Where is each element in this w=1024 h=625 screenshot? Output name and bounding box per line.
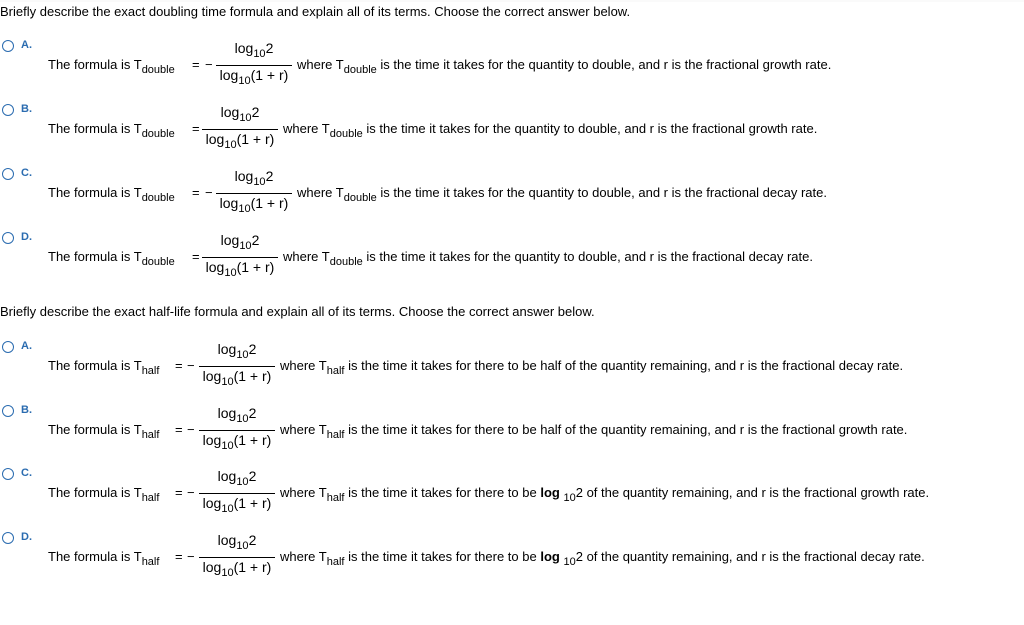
- term-explanation: where $T_{half}$ is the time it takes for there to be half of the quantity remaining, and r is the fractional decay rate.: [280, 358, 904, 377]
- formula-lead: The formula is $T_{half}$: [48, 422, 160, 441]
- q2-option-d[interactable]: [0, 532, 1024, 592]
- fraction-bar: [202, 257, 278, 258]
- equals-sign: =: [192, 185, 200, 200]
- numerator: $\log_{10}2$: [220, 104, 260, 124]
- numerator: $\log_{10}2$: [234, 168, 274, 188]
- denominator: $\log_{10}(1 + r)$: [202, 559, 272, 579]
- option-letter: C.: [21, 167, 32, 179]
- q1-option-a[interactable]: [0, 40, 1024, 100]
- q2-option-a[interactable]: [0, 341, 1024, 401]
- minus-sign: −: [205, 57, 213, 72]
- fraction-bar: [216, 65, 292, 66]
- option-letter: B.: [21, 404, 32, 416]
- q1-option-c[interactable]: [0, 168, 1024, 228]
- term-explanation: where $T_{half}$ is the time it takes for there to be half of the quantity remaining, and r is the fractional growth rate.: [280, 422, 908, 441]
- formula-lead: The formula is $T_{double}$: [48, 185, 175, 204]
- equals-sign: =: [175, 422, 183, 437]
- fraction-bar: [202, 129, 278, 130]
- minus-sign: −: [205, 185, 213, 200]
- radio-button[interactable]: [2, 341, 14, 353]
- term-explanation: where $T_{half}$ is the time it takes for there to be log $_{10}$2 of the quantity remaining, and r is the fractional decay rate.: [280, 549, 925, 568]
- numerator: $\log_{10}2$: [217, 341, 257, 361]
- formula-lead: The formula is $T_{double}$: [48, 249, 175, 268]
- q1-option-d[interactable]: [0, 232, 1024, 292]
- denominator: $\log_{10}(1 + r)$: [202, 368, 272, 388]
- numerator: $\log_{10}2$: [234, 40, 274, 60]
- denominator: $\log_{10}(1 + r)$: [219, 67, 289, 87]
- radio-button[interactable]: [2, 532, 14, 544]
- radio-button[interactable]: [2, 104, 14, 116]
- option-letter: A.: [21, 340, 32, 352]
- equals-sign: =: [192, 121, 200, 136]
- equals-sign: =: [192, 249, 200, 264]
- q2-option-b[interactable]: [0, 405, 1024, 465]
- term-explanation: where $T_{double}$ is the time it takes for the quantity to double, and r is the fractional decay rate.: [283, 249, 813, 268]
- radio-button[interactable]: [2, 405, 14, 417]
- minus-sign: −: [187, 422, 195, 437]
- formula-lead: The formula is $T_{double}$: [48, 57, 175, 76]
- fraction-bar: [199, 430, 275, 431]
- option-letter: C.: [21, 467, 32, 479]
- equals-sign: =: [175, 485, 183, 500]
- q1-option-b[interactable]: [0, 104, 1024, 164]
- radio-button[interactable]: [2, 40, 14, 52]
- denominator: $\log_{10}(1 + r)$: [205, 131, 275, 151]
- minus-sign: −: [187, 358, 195, 373]
- formula-lead: The formula is $T_{half}$: [48, 358, 160, 377]
- term-explanation: where $T_{double}$ is the time it takes for the quantity to double, and r is the fractional decay rate.: [297, 185, 827, 204]
- numerator: $\log_{10}2$: [217, 405, 257, 425]
- question-1-prompt: Briefly describe the exact doubling time formula and explain all of its terms. Choose the correct answer below.: [0, 4, 631, 19]
- fraction-bar: [199, 557, 275, 558]
- formula-lead: The formula is $T_{half}$: [48, 549, 160, 568]
- option-letter: D.: [21, 231, 32, 243]
- denominator: $\log_{10}(1 + r)$: [219, 195, 289, 215]
- numerator: $\log_{10}2$: [220, 232, 260, 252]
- radio-button[interactable]: [2, 468, 14, 480]
- option-letter: B.: [21, 103, 32, 115]
- top-border: [0, 0, 1024, 2]
- radio-button[interactable]: [2, 232, 14, 244]
- fraction-bar: [199, 493, 275, 494]
- numerator: $\log_{10}2$: [217, 468, 257, 488]
- equals-sign: =: [175, 549, 183, 564]
- radio-button[interactable]: [2, 168, 14, 180]
- denominator: $\log_{10}(1 + r)$: [202, 495, 272, 515]
- term-explanation: where $T_{double}$ is the time it takes for the quantity to double, and r is the fractional growth rate.: [283, 121, 818, 140]
- option-letter: D.: [21, 531, 32, 543]
- equals-sign: =: [192, 57, 200, 72]
- formula-lead: The formula is $T_{double}$: [48, 121, 175, 140]
- option-letter: A.: [21, 39, 32, 51]
- minus-sign: −: [187, 549, 195, 564]
- fraction-bar: [199, 366, 275, 367]
- term-explanation: where $T_{double}$ is the time it takes for the quantity to double, and r is the fractional growth rate.: [297, 57, 832, 76]
- formula-lead: The formula is $T_{half}$: [48, 485, 160, 504]
- numerator: $\log_{10}2$: [217, 532, 257, 552]
- q2-option-c[interactable]: [0, 468, 1024, 528]
- fraction-bar: [216, 193, 292, 194]
- denominator: $\log_{10}(1 + r)$: [205, 259, 275, 279]
- question-2-prompt: Briefly describe the exact half-life formula and explain all of its terms. Choose the correct answer below.: [0, 304, 595, 319]
- denominator: $\log_{10}(1 + r)$: [202, 432, 272, 452]
- equals-sign: =: [175, 358, 183, 373]
- minus-sign: −: [187, 485, 195, 500]
- term-explanation: where $T_{half}$ is the time it takes for there to be log $_{10}$2 of the quantity remaining, and r is the fractional growth rate.: [280, 485, 930, 504]
